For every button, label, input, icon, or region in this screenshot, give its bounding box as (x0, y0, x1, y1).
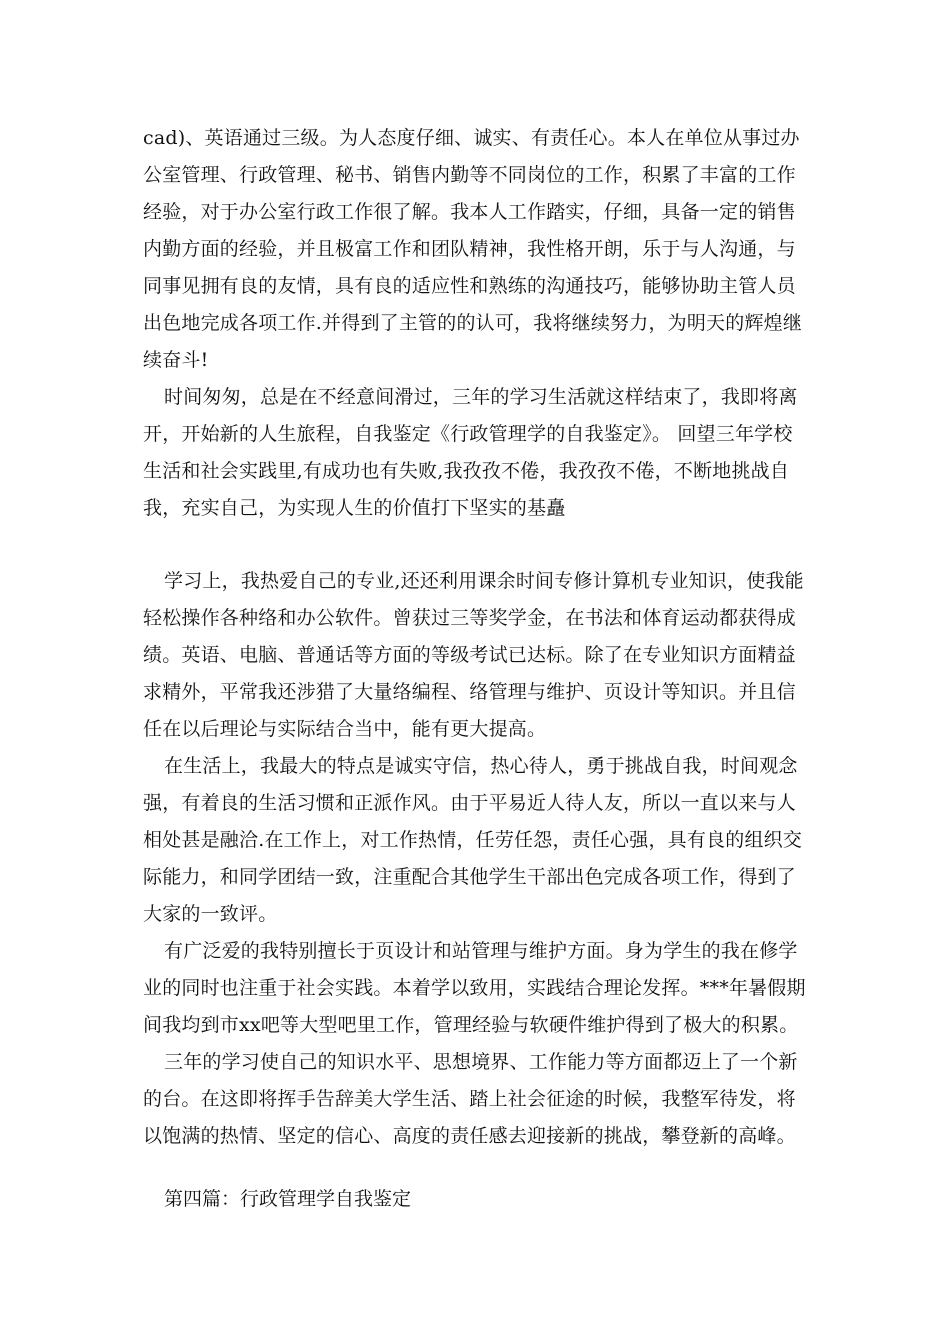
text-line: 业的同时也注重于社会实践。本着学以致用，实践结合理论发挥。***年暑假期 (143, 977, 806, 999)
text-line: 内勤方面的经验，并且极富工作和团队精神，我性格开朗，乐于与人沟通，与 (143, 238, 796, 260)
text-line: 生活和社会实践里,有成功也有失败,我孜孜不倦，我孜孜不倦，不断地挑战自 (143, 460, 790, 482)
paragraph-1 (143, 120, 808, 379)
text-line: 以饱满的热情、坚定的信心、高度的责任感去迎接新的挑战，攀登新的高峰。 (143, 1125, 796, 1147)
text-line: 任在以后理论与实际结合当中，能有更大提高。 (143, 718, 547, 740)
paragraph-2 (143, 379, 808, 527)
text-line: 同事见拥有良的友情，具有良的适应性和熟练的沟通技巧，能够协助主管人员 (143, 275, 796, 297)
text-line: 三年的学习使自己的知识水平、思想境界、工作能力等方面都迈上了一个新 (164, 1051, 798, 1073)
text-line: 大家的一致评。 (143, 903, 278, 925)
text-line: 有广泛爱的我特别擅长于页设计和站管理与维护方面。身为学生的我在修学 (164, 940, 798, 962)
paragraph-4 (143, 748, 808, 933)
text-line: 际能力，和同学团结一致，注重配合其他学生干部出色完成各项工作，得到了 (143, 866, 796, 888)
text-line: 出色地完成各项工作.并得到了主管的的认可，我将继续努力，为明天的辉煌继 (143, 312, 803, 334)
text-line: 开，开始新的人生旅程，自我鉴定《行政管理学的自我鉴定》。 回望三年学校 (143, 423, 793, 445)
text-line: 续奋斗! (143, 349, 209, 371)
text-line: 我，充实自己，为实现人生的价值打下坚实的基矗 (143, 497, 566, 519)
paragraph-6 (143, 1044, 808, 1155)
text-line: cad)、英语通过三级。为人态度仔细、诚实、有责任心。本人在单位从事过办 (143, 127, 800, 149)
section-heading: 第四篇：行政管理学自我鉴定 (164, 1188, 412, 1210)
text-line: 强，有着良的生活习惯和正派作风。由于平易近人待人友，所以一直以来与人 (143, 792, 796, 814)
text-line: 绩。英语、电脑、普通话等方面的等级考试已达标。除了在专业知识方面精益 (143, 644, 796, 666)
text-line: 时间匆匆，总是在不经意间滑过，三年的学习生活就这样结束了，我即将离 (164, 386, 798, 408)
paragraph-5 (143, 933, 808, 1044)
text-line: 学习上，我热爱自己的专业,还还利用课余时间专修计算机专业知识，使我能 (164, 570, 804, 592)
text-line: 的台。在这即将挥手告辞美大学生活、踏上社会征途的时候，我整军待发，将 (143, 1088, 796, 1110)
paragraph-3 (143, 563, 808, 748)
text-line: 公室管理、行政管理、秘书、销售内勤等不同岗位的工作，积累了丰富的工作 (143, 164, 796, 186)
text-line: 在生活上，我最大的特点是诚实守信，热心待人，勇于挑战自我，时间观念 (164, 755, 798, 777)
text-line: 间我均到市xx吧等大型吧里工作，管理经验与软硬件维护得到了极大的积累。 (143, 1014, 799, 1036)
text-line: 相处甚是融洽.在工作上，对工作热情，任劳任怨，责任心强，具有良的组织交 (143, 829, 803, 851)
text-line: 轻松操作各种络和办公软件。曾获过三等奖学金，在书法和体育运动都获得成 (143, 607, 796, 629)
text-line: 求精外，平常我还涉猎了大量络编程、络管理与维护、页设计等知识。并且信 (143, 681, 796, 703)
text-line: 经验，对于办公室行政工作很了解。我本人工作踏实，仔细，具备一定的销售 (143, 201, 796, 223)
